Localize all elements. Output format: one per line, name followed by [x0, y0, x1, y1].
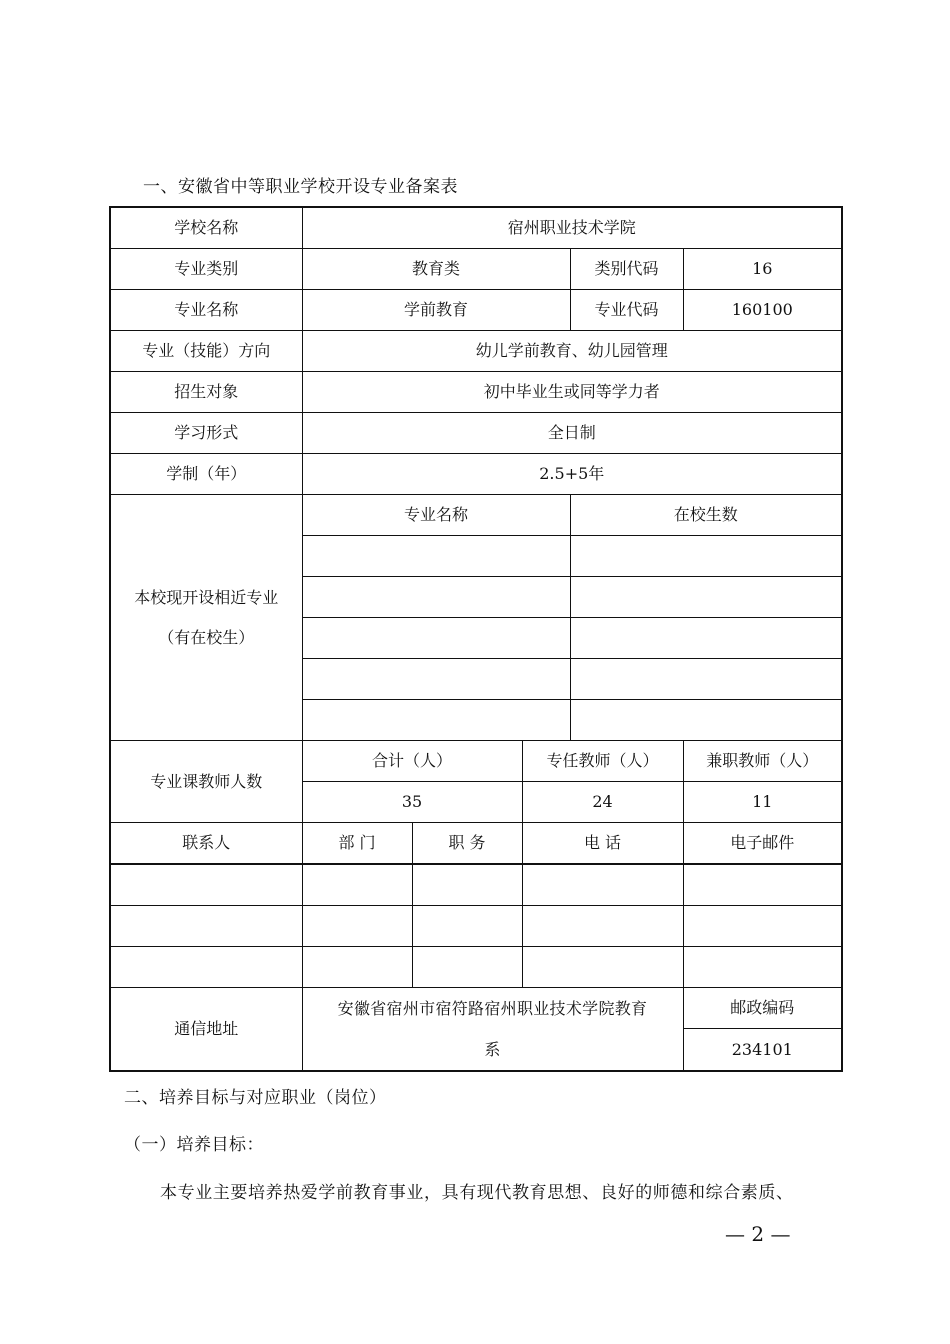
teachers-parttime-value: 11 [683, 782, 842, 823]
teachers-total-label: 合计（人） [302, 741, 522, 782]
position-cell[interactable] [412, 906, 522, 947]
postcode-value: 234101 [683, 1029, 842, 1071]
enroll-target-value: 初中毕业生或同等学力者 [302, 372, 842, 413]
major-code-label: 专业代码 [570, 290, 683, 331]
related-major-name-cell[interactable] [302, 618, 570, 659]
study-form-value: 全日制 [302, 413, 842, 454]
email-header: 电子邮件 [683, 823, 842, 865]
related-majors-label-line2: （有在校生） [158, 627, 255, 647]
email-cell[interactable] [683, 906, 842, 947]
contact-cell[interactable] [110, 947, 302, 988]
section1-title: 一、安徽省中等职业学校开设专业备案表 [143, 177, 458, 197]
major-code-value: 160100 [683, 290, 842, 331]
position-cell[interactable] [412, 864, 522, 906]
related-major-students-cell[interactable] [570, 659, 842, 700]
enroll-target-label: 招生对象 [110, 372, 302, 413]
school-name-value: 宿州职业技术学院 [302, 207, 842, 249]
contact-header: 联系人 [110, 823, 302, 865]
related-major-name-cell[interactable] [302, 536, 570, 577]
postcode-label: 邮政编码 [683, 988, 842, 1029]
teachers-total-value: 35 [302, 782, 522, 823]
major-name-label: 专业名称 [110, 290, 302, 331]
dept-cell[interactable] [302, 947, 412, 988]
address-value [302, 988, 683, 1072]
related-major-students-cell[interactable] [570, 536, 842, 577]
direction-value: 幼儿学前教育、幼儿园管理 [302, 331, 842, 372]
phone-header: 电 话 [522, 823, 683, 865]
dept-header: 部 门 [302, 823, 412, 865]
category-code-label: 类别代码 [570, 249, 683, 290]
related-major-name-cell[interactable] [302, 659, 570, 700]
related-col-name-header: 专业名称 [302, 495, 570, 536]
position-header: 职 务 [412, 823, 522, 865]
address-line2: 系 [484, 1040, 501, 1059]
dept-cell[interactable] [302, 906, 412, 947]
phone-cell[interactable] [522, 906, 683, 947]
related-majors-label [110, 495, 302, 741]
subsection-title: （一）培养目标： [124, 1135, 264, 1155]
phone-cell[interactable] [522, 947, 683, 988]
school-name-label: 学校名称 [110, 207, 302, 249]
position-cell[interactable] [412, 947, 522, 988]
study-form-label: 学习形式 [110, 413, 302, 454]
teachers-label: 专业课教师人数 [110, 741, 302, 823]
duration-label: 学制（年） [110, 454, 302, 495]
address-line1: 安徽省宿州市宿符路宿州职业技术学院教育 [337, 999, 648, 1018]
page-number: — 2 — [725, 1222, 791, 1246]
related-major-students-cell[interactable] [570, 618, 842, 659]
related-major-name-cell[interactable] [302, 577, 570, 618]
teachers-fulltime-value: 24 [522, 782, 683, 823]
section2-title: 二、培养目标与对应职业（岗位） [124, 1088, 387, 1108]
related-col-students-header: 在校生数 [570, 495, 842, 536]
teachers-fulltime-label: 专任教师（人） [522, 741, 683, 782]
contact-cell[interactable] [110, 906, 302, 947]
related-major-students-cell[interactable] [570, 700, 842, 741]
duration-value: 2.5+5年 [302, 454, 842, 495]
email-cell[interactable] [683, 947, 842, 988]
related-majors-label-line1: 本校现开设相近专业 [134, 587, 279, 607]
related-major-students-cell[interactable] [570, 577, 842, 618]
direction-label: 专业（技能）方向 [110, 331, 302, 372]
email-cell[interactable] [683, 864, 842, 906]
contact-cell[interactable] [110, 864, 302, 906]
address-label: 通信地址 [110, 988, 302, 1072]
related-major-name-cell[interactable] [302, 700, 570, 741]
category-value: 教育类 [302, 249, 570, 290]
filing-form-table [109, 206, 843, 1072]
major-name-value: 学前教育 [302, 290, 570, 331]
category-code-value: 16 [683, 249, 842, 290]
body-paragraph: 本专业主要培养热爱学前教育事业，具有现代教育思想、良好的师德和综合素质、 [160, 1183, 794, 1203]
category-label: 专业类别 [110, 249, 302, 290]
teachers-parttime-label: 兼职教师（人） [683, 741, 842, 782]
phone-cell[interactable] [522, 864, 683, 906]
dept-cell[interactable] [302, 864, 412, 906]
